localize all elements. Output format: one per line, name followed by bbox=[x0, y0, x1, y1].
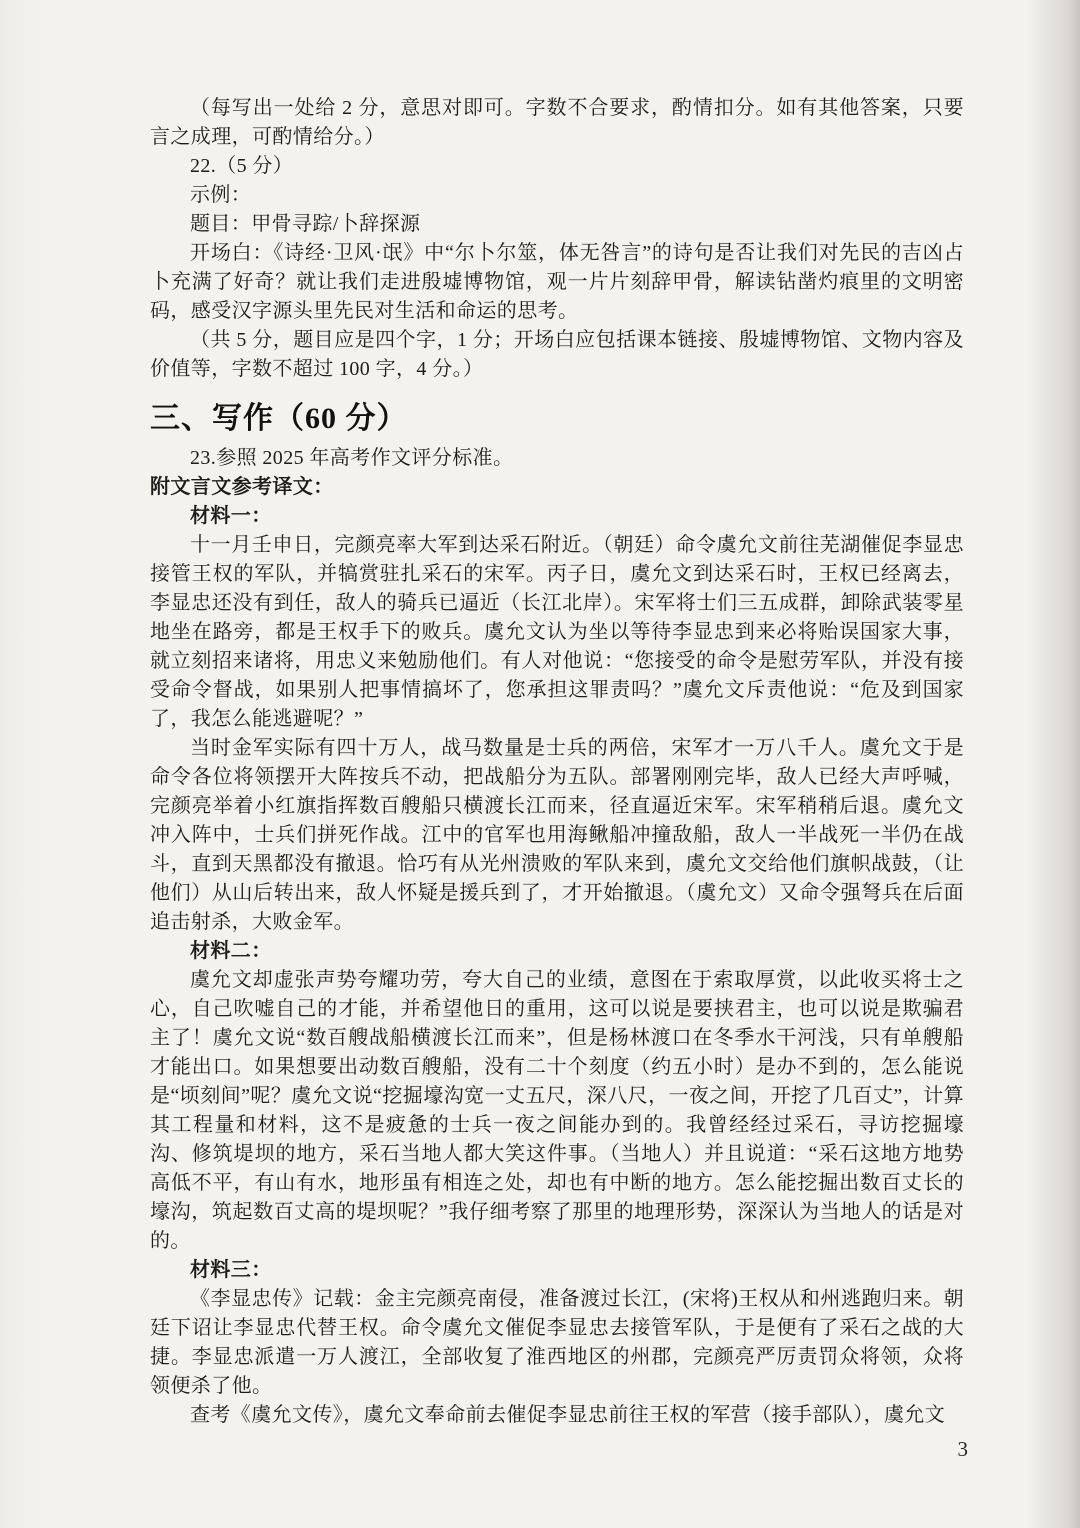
sample-title: 题目：甲骨寻踪/卜辞探源 bbox=[190, 213, 421, 235]
example-label: 示例： bbox=[190, 184, 252, 206]
translation-heading: 附文言文参考译文： bbox=[150, 476, 334, 498]
question-22-header: 22.（5 分） bbox=[190, 155, 294, 177]
writing-section-heading: 三、写作（60 分） bbox=[150, 402, 408, 435]
material-1-label: 材料一： bbox=[190, 505, 272, 527]
material-2-paragraph: 虞允文却虚张声势夸耀功劳，夸大自己的业绩，意图在于索取厚赏，以此收买将士之心，自己吹嘘自己的才能，并希望他日的重用，这可以说是要挟君主，也可以说是欺骗君主了！虞允文说“数百艘战船横渡长江而来”，但是杨林渡口在冬季水干河浅，只有单艘船才能出口。如果想要出动数百艘船，没有二十个刻度（约五小时）是办不到的，怎么能说是“顷刻间”呢？虞允文说“挖掘壕沟宽一丈五尺，深八尺，一夜之间，开挖了几百丈”，计算其工程量和材料，这不是疲惫的士兵一夜之间能办到的。我曾经经过采石，寻访挖掘壕沟、修筑堤坝的地方，采石当地人都大笑这件事。（当地人）并且说道：“采石这地方地势高低不平，有山有水，地形虽有相连之处，却也有中断的地方。怎么能挖掘出数百丈长的壕沟，筑起数百丈高的堤坝呢？”我仔细考察了那里的地理形势，深深认为当地人的话是对的。 bbox=[150, 969, 964, 1252]
material-3-label: 材料三： bbox=[190, 1259, 272, 1281]
material-1-paragraph-2: 当时金军实际有四十万人，战马数量是士兵的两倍，宋军才一万八千人。虞允文于是命令各位将领摆开大阵按兵不动，把战船分为五队。部署刚刚完毕，敌人已经大声呼喊，完颜亮举着小红旗指挥数百艘船只横渡长江而来，径直逼近宋军。宋军稍稍后退。虞允文冲入阵中，士兵们拼死作战。江中的官军也用海鳅船冲撞敌船，敌人一半战死一半仍在战斗，直到天黑都没有撤退。恰巧有从光州溃败的军队来到，虞允文交给他们旗帜战鼓，（让他们）从山后转出来，敌人怀疑是援兵到了，才开始撤退。（虞允文）又命令强弩兵在后面追击射杀，大败金军。 bbox=[150, 737, 964, 933]
material-3-paragraph-1: 《李显忠传》记载：金主完颜亮南侵，准备渡过长江，(宋将)王权从和州逃跑归来。朝廷下诏让李显忠代替王权。命令虞允文催促李显忠去接管军队，于是便有了采石之战的大捷。李显忠派遣一万人渡江，全部收复了淮西地区的州郡，完颜亮严厉责罚众将领，众将领便杀了他。 bbox=[150, 1288, 964, 1397]
scoring-detail: （共 5 分，题目应是四个字，1 分；开场白应包括课本链接、殷墟博物馆、文物内容及价值等，字数不超过 100 字，4 分。） bbox=[150, 329, 964, 380]
material-1-paragraph-1: 十一月壬申日，完颜亮率大军到达采石附近。（朝廷）命令虞允文前往芜湖催促李显忠接管王权的军队，并犒赏驻扎采石的宋军。丙子日，虞允文到达采石时，王权已经离去，李显忠还没有到任，敌人的骑兵已逼近（长江北岸）。宋军将士们三五成群，卸除武装零星地坐在路旁，都是王权手下的败兵。虞允文认为坐以等待李显忠到来必将贻误国家大事，就立刻招来诸将，用忠义来勉励他们。有人对他说：“您接受的命令是慰劳军队，并没有接受命令督战，如果别人把事情搞坏了，您承担这罪责吗？”虞允文斥责他说：“危及到国家了，我怎么能逃避呢？” bbox=[150, 534, 964, 730]
sample-opening: 开场白：《诗经·卫风·氓》中“尔卜尔筮，体无咎言”的诗句是否让我们对先民的吉凶占卜充满了好奇？就让我们走进殷墟博物馆，观一片片刻辞甲骨，解读钻凿灼痕里的文明密码，感受汉字源头里先民对生活和命运的思考。 bbox=[150, 242, 964, 322]
material-2-label: 材料二： bbox=[190, 940, 272, 962]
material-3-paragraph-2: 查考《虞允文传》，虞允文奉命前去催促李显忠前往王权的军营（接手部队），虞允文 bbox=[190, 1404, 946, 1426]
question-23: 23.参照 2025 年高考作文评分标准。 bbox=[190, 447, 514, 469]
page-number: 3 bbox=[957, 1437, 968, 1461]
scoring-note: （每写出一处给 2 分，意思对即可。字数不合要求，酌情扣分。如有其他答案，只要言之成理，可酌情给分。） bbox=[150, 97, 964, 148]
